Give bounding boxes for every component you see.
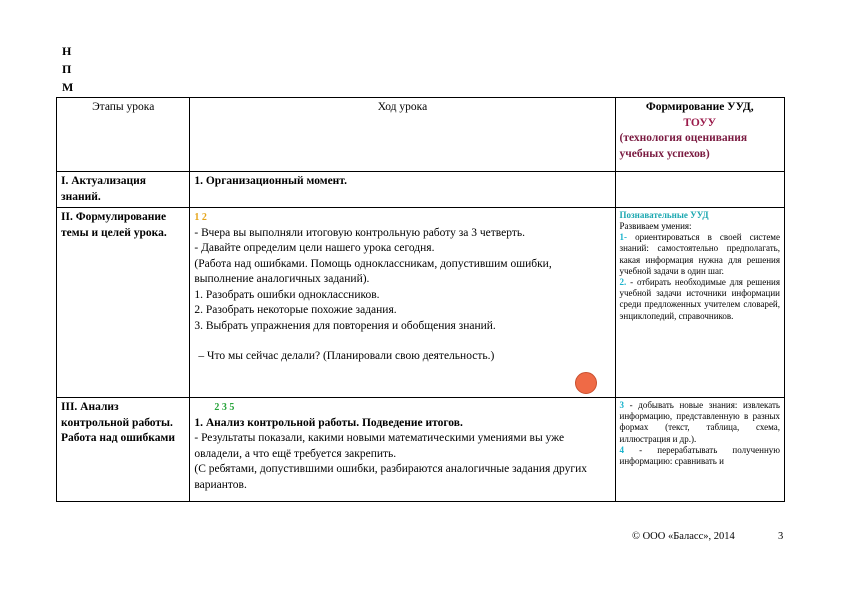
header-stages: Этапы урока [57,98,190,172]
stage-marks: 2 3 5 [214,402,235,413]
page-number: 3 [778,531,784,542]
stage-cell: II. Формулирование темы и целей урока. [57,208,190,398]
flow-heading: 1. Анализ контрольной работы. Подведение итогов. [194,416,463,429]
flow-line: - Результаты показали, какими новыми математическими умениями вы уже овладели, а что ещё требуется закрепить. [194,432,565,460]
orange-circle-marker [575,372,597,394]
flow-line: (Работа над ошибками. Помощь одноклассникам, допустившим ошибки, выполнение аналогичных заданий). [194,257,552,285]
uud-cell [615,208,784,398]
flow-cell [190,398,615,502]
table-row [57,172,785,208]
uud-item-text: ориентироваться в своей системе знаний: самостоятельно предполагать, какая информация нужна для решения учебной задачи в один шаг. [619,232,780,276]
header-letter-3: М [62,80,74,94]
uud-item-text: - перерабатывать полученную информацию: сравнивать и [619,444,780,467]
uud-item [620,400,780,445]
uud-title: Познавательные УУД [619,210,709,220]
uud-item-number: 2. [619,277,627,288]
table-header-row [57,98,785,172]
header-touu-full: (технология оценивания учебных успехов) [619,132,748,160]
table-row [57,208,785,398]
header-uud-title: Формирование УУД, [645,101,754,113]
header-uud [615,98,784,172]
stage-cell: III. Анализ контрольной работы. Работа над ошибками [57,398,190,502]
uud-item-number: 1- [619,232,628,243]
uud-item-number: 3 [619,400,625,410]
uud-item [620,232,780,277]
flow-cell [190,208,615,398]
uud-item [620,445,780,467]
flow-line: 2. Разобрать некоторые похожие задания. [194,304,397,316]
lesson-plan-table [56,97,785,502]
uud-item-number: 4 [619,444,625,455]
uud-cell [615,172,784,208]
flow-line: - Вчера вы выполняли итоговую контрольную работу за 3 четверть. [194,226,526,239]
flow-line: – Что мы сейчас делали? (Планировали свою деятельность.) [198,350,495,362]
uud-item-text: - отбирать необходимые для решения учебной задачи источники информации среди предложенных учителем словарей, энциклопедий, справочников. [619,277,780,321]
flow-line: 1. Разобрать ошибки одноклассников. [194,288,380,301]
header-letter-1: Н [62,44,72,58]
flow-spacer [194,334,610,349]
uud-item-text: - добывать новые знания: извлекать информацию, представленную в разных формах (текст, таблица, схема, иллюстрация и др.). [619,400,780,444]
flow-line: - Давайте определим цели нашего урока сегодня. [194,242,435,254]
flow-cell: 1. Организационный момент. [190,172,615,208]
header-touu: ТОУУ [683,116,717,129]
table-row [57,398,785,502]
footer-copyright: © ООО «Баласс», 2014 [632,531,735,542]
stage-marks: 1 2 [194,212,207,223]
flow-line: 3. Выбрать упражнения для повторения и обобщения знаний. [194,319,496,332]
header-letter-2: П [62,62,72,76]
uud-item [620,277,780,322]
uud-cell [615,398,784,502]
flow-line: (С ребятами, допустившими ошибки, разбираются аналогичные задания других вариантов. [194,463,588,491]
uud-intro: Развиваем умения: [619,221,692,231]
header-lesson-flow: Ход урока [190,98,615,172]
stage-cell: I. Актуализация знаний. [57,172,190,208]
